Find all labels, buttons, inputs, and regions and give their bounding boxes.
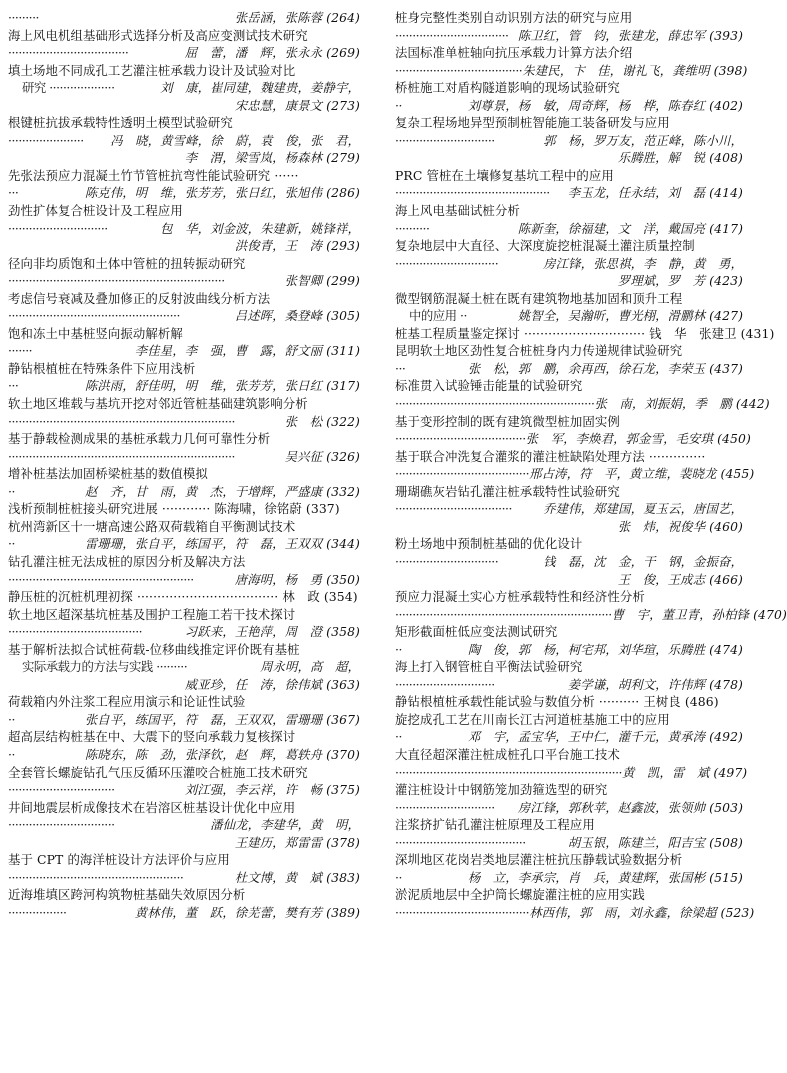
author-names-page: 杜文博，黄 斌 (383) <box>234 869 360 885</box>
leader-dots: ······················································ <box>8 571 194 587</box>
leader-dots: ································· <box>395 27 509 43</box>
toc-entry-title: 淤泥质地层中全护筒长螺旋灌注桩的应用实践 <box>395 887 645 903</box>
leader-dots: ··· <box>8 185 19 201</box>
author-names-page: 邓 宇，孟宝华，王中仁，灌千元，黄承涛 (492) <box>467 729 743 745</box>
toc-entry-authors <box>395 500 743 518</box>
toc-entry-authors <box>395 395 770 413</box>
author-names-page: 李佳星，李 强，曹 露，舒文丽 (311) <box>134 343 360 359</box>
toc-entry-title: 粉土场地中预制桩基础的优化设计 <box>395 536 583 552</box>
author-names-page: 张自平，练国平，符 磊，王双双，雷珊珊 (367) <box>84 711 360 727</box>
author-names-page: 习跃来，王艳萍，周 澄 (358) <box>184 624 360 640</box>
toc-entry-title: 海上风电机组基础形式选择分析及高应变测试技术研究 <box>8 27 308 43</box>
leader-dots: ·· <box>395 641 402 657</box>
leader-dots: ·································· <box>395 501 512 517</box>
author-names-page: 姚智全，吴瀚昕，曹光栩，滑鹏林 (427) <box>517 308 743 324</box>
toc-entry-title: 井间地震层析成像技术在岩溶区桩基设计优化中应用 <box>8 799 296 815</box>
author-names-page: 陈新奎，徐福建，文 洋，戴国亮 (417) <box>517 220 743 236</box>
toc-entry-authors <box>8 9 360 27</box>
toc-entry-authors <box>8 658 360 676</box>
toc-entry-authors <box>8 413 360 431</box>
author-names-page: 包 华，刘金波，朱建新，姚锋祥， <box>160 220 360 236</box>
author-names-page: 朱建民，卞 佳，谢礼飞，龚维明 (398) <box>522 62 748 78</box>
leader-dots: ··· <box>8 378 19 394</box>
toc-entry-authors <box>395 799 743 817</box>
leader-dots: ······························ <box>395 553 499 569</box>
leader-dots: ····························· <box>8 220 108 236</box>
toc-entry-title: 基于联合冲洗复合灌浆的灌注桩缺陷处理方法 ·············· <box>395 448 706 464</box>
toc-entry-authors-cont: 威亚珍，任 涛，徐伟斌 (363) <box>184 676 360 692</box>
author-names-page: 刘 康，崔同建，魏建贵，姜静宇， <box>160 80 360 96</box>
leader-dots: ······························ <box>395 255 499 271</box>
toc-entry-authors <box>8 746 360 764</box>
toc-entry-title: 填土场地不同成孔工艺灌注桩承载力设计及试验对比 <box>8 62 296 78</box>
leader-dots: ·· <box>8 536 15 552</box>
toc-entry-title: 基于解析法拟合试桩荷载-位移曲线推定评价既有基桩 <box>8 641 300 657</box>
toc-entry-authors <box>395 27 743 45</box>
toc-entry-authors <box>395 430 751 448</box>
toc-entry-title: 近海堆填区跨河构筑物桩基础失效原因分析 <box>8 887 246 903</box>
leader-dots: ·································································· <box>8 448 235 464</box>
toc-entry-title: 增补桩基法加固桥梁桩基的数值模拟 <box>8 466 208 482</box>
leader-dots: ················· <box>8 904 67 920</box>
author-names-page: 张岳涵，张陈蓉 (264) <box>234 10 360 25</box>
toc-entry-authors <box>8 623 360 641</box>
toc-entry-authors <box>395 728 743 746</box>
leader-dots: ·· <box>8 711 15 727</box>
toc-entry-authors <box>8 448 360 466</box>
toc-entry-authors <box>395 62 748 80</box>
author-names-page: 张 松 (322) <box>284 413 360 429</box>
leader-dots: ·· <box>395 97 402 113</box>
leader-dots: 中的应用 ·· <box>409 308 467 324</box>
leader-dots: ····························· <box>395 799 495 815</box>
toc-entry-title: 复杂工程场地异型预制桩智能施工装备研发与应用 <box>395 115 670 131</box>
leader-dots: ········· <box>8 10 39 25</box>
toc-entry-title: 超高层结构桩基在中、大震下的竖向承载力复核探讨 <box>8 729 296 745</box>
toc-entry-authors <box>395 869 743 887</box>
leader-dots: ··················································· <box>8 869 184 885</box>
author-names-page: 潘仙龙，李建华，黄 明， <box>210 817 360 833</box>
leader-dots: ·· <box>395 869 402 885</box>
toc-entry-authors <box>395 307 743 325</box>
toc-entry-title: 注浆挤扩钻孔灌注桩原理及工程应用 <box>395 817 595 833</box>
toc-entry-authors <box>395 764 748 782</box>
author-names-page: 乔建伟，郑建国，夏玉云，唐国艺， <box>543 501 743 517</box>
toc-entry-title: 静压桩的沉桩机理初探 ··································· 林 政 (354) <box>8 589 358 605</box>
toc-entry-authors <box>8 342 360 360</box>
toc-entry-title: 灌注桩设计中钢筋笼加劲箍选型的研究 <box>395 782 608 798</box>
toc-entry-authors <box>8 307 360 325</box>
toc-entry-authors <box>8 132 360 150</box>
leader-dots: ·· <box>8 483 15 499</box>
leader-dots: ··································· <box>8 45 129 61</box>
toc-entry-title: 基于静载检测成果的基桩承载力几何可靠性分析 <box>8 431 271 447</box>
author-names-page: 周永明，高 超， <box>260 659 360 675</box>
leader-dots: 实际承载力的方法与实践 ········· <box>22 659 188 675</box>
toc-entry-title: 软土地区堆载与基坑开挖对邻近管桩基础建筑影响分析 <box>8 396 308 412</box>
toc-entry-title: 珊瑚礁灰岩钻孔灌注桩承载特性试验研究 <box>395 483 620 499</box>
leader-dots: ······································ <box>395 431 526 447</box>
toc-entry-title: 桩身完整性类别自动识别方法的研究与应用 <box>395 10 633 25</box>
toc-entry-authors <box>395 360 743 378</box>
leader-dots: ·································································· <box>395 764 622 780</box>
toc-entry-title: 饱和冻土中基桩竖向振动解析解 <box>8 325 183 341</box>
toc-entry-title: 静钻根植桩承载性能试验与数值分析 ·········· 王树良 (486) <box>395 694 719 710</box>
toc-entry-title: 荷载箱内外注浆工程应用演示和论证性试验 <box>8 694 246 710</box>
toc-entry-authors <box>8 272 360 290</box>
author-names-page: 雷珊珊，张自平，练国平，符 磊，王双双 (344) <box>84 536 360 552</box>
author-names-page: 房江锋，郭秋苹，赵鑫波，张领帅 (503) <box>517 799 743 815</box>
toc-entry-authors <box>395 553 743 571</box>
toc-entry-authors <box>8 184 360 202</box>
leader-dots: ····························· <box>395 132 495 148</box>
toc-entry-authors <box>395 255 743 273</box>
toc-entry-authors-cont: 王 俊，王成志 (466) <box>617 571 743 587</box>
toc-entry-title: PRC 管桩在土壤修复基坑工程中的应用 <box>395 167 614 183</box>
toc-entry-title: 昆明软土地区劲性复合桩桩身内力传递规律试验研究 <box>395 343 683 359</box>
toc-entry-authors-cont: 宋忠慧，康景文 (273) <box>234 97 360 113</box>
toc-right-column <box>395 9 787 921</box>
author-names-page: 张 军，李焕君，郭金雪，毛安琪 (450) <box>525 431 751 447</box>
leader-dots: ·································································· <box>8 413 235 429</box>
author-names-page: 曹 宇，董卫青，孙柏锋 (470) <box>611 606 787 622</box>
toc-entry-title: 桩基工程质量鉴定探讨 ······························ 钱 华 张建卫 (431) <box>395 325 775 341</box>
author-names-page: 胡玉银，陈建兰，阳吉宝 (508) <box>567 834 743 850</box>
toc-entry-title: 浅析预制桩桩接头研究进展 ············ 陈海啸，徐铭蔚 (337) <box>8 501 340 517</box>
leader-dots: ··· <box>395 360 406 376</box>
toc-entry-title: 预应力混凝土实心方桩承载特性和经济性分析 <box>395 589 645 605</box>
toc-entry-title: 劲性扩体复合桩设计及工程应用 <box>8 203 183 219</box>
toc-left-column <box>8 9 360 921</box>
toc-entry-authors <box>395 641 743 659</box>
toc-entry-title: 深圳地区花岗岩类地层灌注桩抗压静载试验数据分析 <box>395 852 683 868</box>
leader-dots: ·························································· <box>395 396 595 412</box>
author-names-page: 张 松，郭 鹏，余再西，徐石龙，李荣玉 (437) <box>467 360 743 376</box>
toc-entry-authors <box>8 79 360 97</box>
toc-entry-title: 标准贯入试验锤击能量的试验研究 <box>395 378 583 394</box>
leader-dots: ······································· <box>395 466 530 482</box>
author-names-page: 吕述晖，桑登峰 (305) <box>234 308 360 324</box>
toc-entry-title: 考虑信号衰减及叠加修正的反射波曲线分析方法 <box>8 290 271 306</box>
leader-dots: ······························································· <box>8 273 225 289</box>
toc-entry-authors-cont: 乐腾胜，解 锐 (408) <box>617 150 743 166</box>
toc-entry-title: 全套管长螺旋钻孔气压反循环压灌咬合桩施工技术研究 <box>8 764 308 780</box>
toc-entry-authors-cont: 洪俊青，王 涛 (293) <box>234 238 360 254</box>
toc-entry-title: 海上风电基础试桩分析 <box>395 203 520 219</box>
toc-entry-authors <box>395 904 755 922</box>
author-names-page: 陈克伟，明 维，张芳芳，张日红，张旭伟 (286) <box>84 185 360 201</box>
toc-entry-authors <box>8 869 360 887</box>
leader-dots: ······································ <box>395 834 526 850</box>
leader-dots: ·· <box>8 746 15 762</box>
toc-entry-title: 桥桩施工对盾构隧道影响的现场试验研究 <box>395 80 620 96</box>
leader-dots: ·· <box>395 729 402 745</box>
author-names-page: 吴兴征 (326) <box>284 448 360 464</box>
toc-entry-title: 旋挖成孔工艺在川南长江古河道桩基施工中的应用 <box>395 711 670 727</box>
author-names-page: 屈 蕾，潘 辉，张永永 (269) <box>184 45 360 61</box>
leader-dots: ······································· <box>8 624 143 640</box>
toc-entry-title: 径向非均质饱和土体中管桩的扭转振动研究 <box>8 255 246 271</box>
author-names-page: 郭 杨，罗万友，范正峰，陈小川， <box>543 132 743 148</box>
author-names-page: 赵 齐，甘 雨，黄 杰，于增辉，严盛康 (332) <box>84 483 360 499</box>
toc-entry-title: 钻孔灌注桩无法成桩的原因分析及解决方法 <box>8 553 246 569</box>
author-names-page: 陈洪雨，舒佳明，明 维，张芳芳，张日红 (317) <box>84 378 360 394</box>
author-names-page: 林西伟，郭 雨，刘永鑫，徐梁超 (523) <box>529 904 755 920</box>
author-names-page: 陈晓东，陈 劲，张泽钦，赵 辉，葛轶舟 (370) <box>84 746 360 762</box>
toc-entry-authors <box>8 220 360 238</box>
toc-entry-authors <box>395 465 755 483</box>
author-names-page: 李玉龙，任永结，刘 磊 (414) <box>567 185 743 201</box>
toc-entry-authors <box>395 834 743 852</box>
author-names-page: 杨 立，李承宗，肖 兵，黄建辉，张国彬 (515) <box>467 869 743 885</box>
author-names-page: 刘尊景，杨 敏，周奇辉，杨 桦，陈春红 (402) <box>467 97 743 113</box>
toc-entry-authors-cont: 王建历，郑雷雷 (378) <box>234 834 360 850</box>
toc-entry-authors <box>395 606 787 624</box>
toc-entry-authors <box>8 535 360 553</box>
toc-entry-title: 根键桩抗拔承载特性透明土模型试验研究 <box>8 115 233 131</box>
author-names-page: 黄 凯，雷 斌 (497) <box>621 764 748 780</box>
toc-entry-title: 微型钢筋混凝土桩在既有建筑物地基加固和顶升工程 <box>395 290 683 306</box>
toc-entry-authors <box>8 816 360 834</box>
leader-dots: ······························· <box>8 817 115 833</box>
leader-dots: ······························································· <box>395 606 612 622</box>
toc-entry-authors <box>8 711 360 729</box>
toc-entry-authors <box>8 781 360 799</box>
toc-entry-authors <box>8 44 360 62</box>
toc-entry-authors <box>395 184 743 202</box>
toc-entry-title: 软土地区超深基坑桩基及围护工程施工若干技术探讨 <box>8 606 296 622</box>
toc-entry-title: 大直径超深灌注桩成桩孔口平台施工技术 <box>395 746 620 762</box>
toc-entry-title: 复杂地层中大直径、大深度旋挖桩混凝土灌注质量控制 <box>395 238 695 254</box>
toc-entry-authors-cont: 张 炜，祝俊华 (460) <box>617 518 743 534</box>
author-names-page: 姜学谦，胡利文，许伟辉 (478) <box>567 676 743 692</box>
leader-dots: ············································· <box>395 185 550 201</box>
toc-entry-authors-cont: 李 渭，梁雪岚，杨森林 (279) <box>184 150 360 166</box>
leader-dots: ······························· <box>8 782 115 798</box>
author-names-page: 邢占涛，符 平，黄立维，裴晓龙 (455) <box>529 466 755 482</box>
author-names-page: 钱 磊，沈 金，干 钢，金振奋， <box>543 553 743 569</box>
toc-entry-authors <box>395 220 743 238</box>
toc-entry-title: 海上打入钢管桩自平衡法试验研究 <box>395 659 583 675</box>
leader-dots: ······· <box>8 343 33 359</box>
toc-entry-title: 先张法预应力混凝土竹节管桩抗弯性能试验研究 ······ <box>8 167 299 183</box>
toc-entry-title: 法国标准单桩轴向抗压承载力计算方法介绍 <box>395 45 633 61</box>
author-names-page: 刘江强，李云祥，许 畅 (375) <box>184 782 360 798</box>
leader-dots: ····························· <box>395 676 495 692</box>
toc-entry-title: 基于 CPT 的海洋桩设计方法评价与应用 <box>8 852 230 868</box>
leader-dots: ······································· <box>395 904 530 920</box>
toc-entry-title: 杭州湾新区十一塘高速公路双荷载箱自平衡测试技术 <box>8 518 296 534</box>
leader-dots: ····································· <box>395 62 523 78</box>
toc-entry-authors-cont: 罗理斌，罗 芳 (423) <box>617 273 743 289</box>
toc-entry-authors <box>8 904 360 922</box>
author-names-page: 陶 俊，郭 杨，柯宅邦，刘华瑄，乐腾胜 (474) <box>467 641 743 657</box>
author-names-page: 张 南，刘振娟，季 鹏 (442) <box>594 396 770 412</box>
leader-dots: ·········· <box>395 220 430 236</box>
toc-entry-authors <box>395 132 743 150</box>
author-names-page: 张智卿 (299) <box>284 273 360 289</box>
author-names-page: 黄林伟，董 跃，徐芜蕾，樊有芳 (389) <box>134 904 360 920</box>
author-names-page: 唐海明，杨 勇 (350) <box>234 571 360 587</box>
author-names-page: 陈卫红，管 钧，张建龙，薛忠军 (393) <box>517 27 743 43</box>
author-names-page: 冯 晓，黄雪峰，徐 蔚，袁 俊，张 君， <box>110 132 360 148</box>
toc-entry-authors <box>8 571 360 589</box>
toc-entry-title: 矩形截面桩低应变法测试研究 <box>395 624 558 640</box>
toc-entry-authors <box>395 97 743 115</box>
author-names-page: 房江锋，张思祺，李 静，黄 勇， <box>543 255 743 271</box>
toc-entry-authors <box>8 377 360 395</box>
toc-entry-title: 基于变形控制的既有建筑微型桩加固实例 <box>395 413 620 429</box>
leader-dots: ·················································· <box>8 308 180 324</box>
leader-dots: ······················ <box>8 132 84 148</box>
toc-entry-title: 静钻根植桩在特殊条件下应用浅析 <box>8 360 196 376</box>
toc-entry-authors <box>8 483 360 501</box>
toc-entry-authors <box>395 676 743 694</box>
leader-dots: 研究 ··················· <box>22 80 115 96</box>
